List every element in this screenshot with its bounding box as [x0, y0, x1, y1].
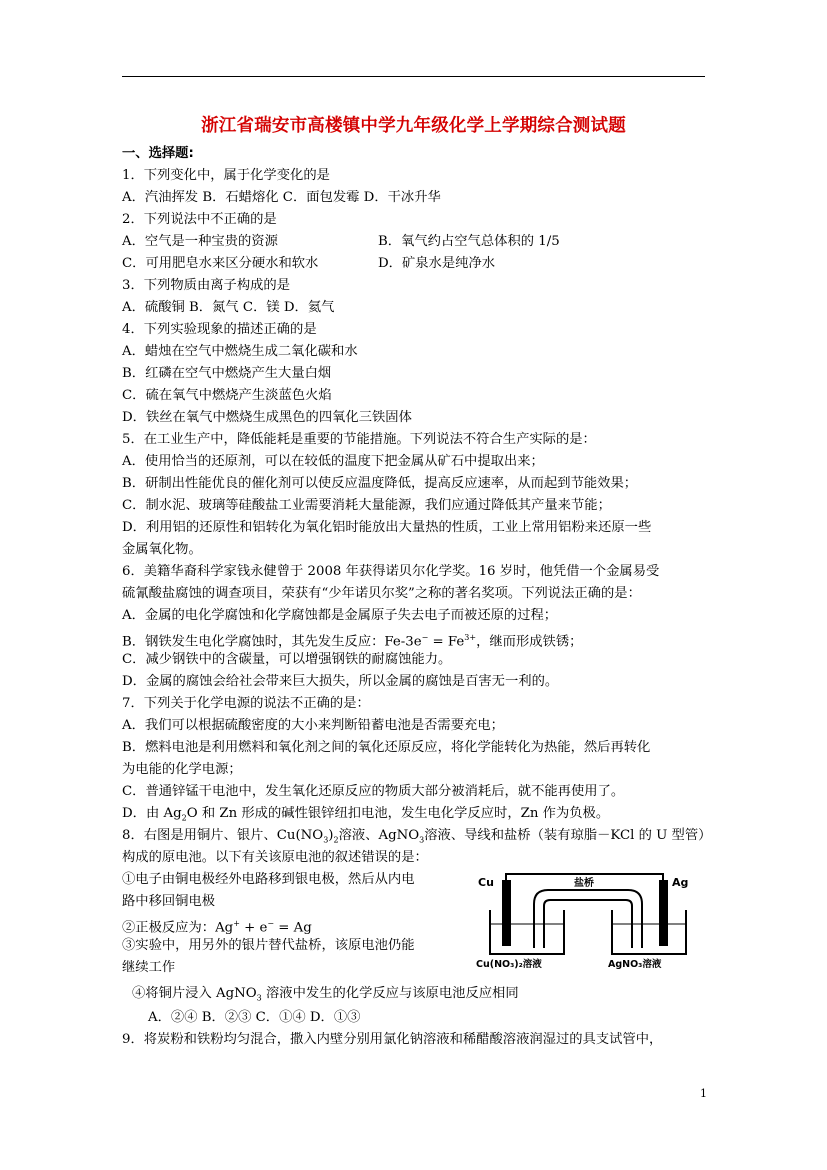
left-solution-label: Cu(NO₃)₂溶液: [476, 959, 542, 970]
copper-electrode: [502, 880, 511, 946]
q7-option-b-line1: B．燃料电池是利用燃料和氧化剂之间的氧化还原反应，将化学能转化为热能，然后再转化: [122, 740, 651, 755]
q3-options: A．硫酸铜 B．氮气 C．镁 D．氦气: [122, 300, 335, 315]
cu-label: Cu: [478, 876, 494, 889]
page-title: 浙江省瑞安市高楼镇中学九年级化学上学期综合测试题: [201, 116, 626, 136]
q8-statement-2: ②正极反应为：Ag+ + e− = Ag: [122, 919, 312, 936]
q7-stem: 7．下列关于化学电源的说法不正确的是：: [122, 696, 370, 711]
q8-statement-1a: ①电子由铜电极经外电路移到银电极，然后从内电: [122, 872, 415, 887]
q8-statement-3b: 继续工作: [122, 960, 176, 975]
q8-stem-line2: 构成的原电池。以下有关该原电池的叙述错误的是：: [122, 850, 428, 865]
q2-option-b: B．氧气约占空气总体积的 1/5: [378, 234, 560, 249]
q7-option-d: D．由 $Ag_2O$ 和 Zn 形成的碱性银锌纽扣电池，发生电化学反应时，Zn 作为负极。: [122, 806, 610, 823]
q8-stem-line1: 8．右图是用铜片、银片、$Cu(NO_3)_2$溶液、AgNO$_3$溶液、导线和盐桥（装有琼脂－KCl 的 U 型管）: [122, 828, 712, 845]
silver-electrode: [659, 880, 668, 946]
q5-option-d-line1: D．利用铝的还原性和铝转化为氧化铝时能放出大量热的性质，工业上常用铝粉来还原一些: [122, 520, 652, 535]
q2-option-c: C．可用肥皂水来区分硬水和软水: [122, 256, 319, 271]
salt-bridge-label: 盐桥: [574, 878, 594, 889]
ag-label: Ag: [672, 876, 689, 889]
q4-option-a: A．蜡烛在空气中燃烧生成二氧化碳和水: [122, 344, 358, 359]
q5-option-b: B．研制出性能优良的催化剂可以使反应温度降低，提高反应速率，从而起到节能效果；: [122, 476, 638, 491]
q2-stem: 2．下列说法中不正确的是: [122, 212, 277, 227]
q1-options: A．汽油挥发 B．石蜡熔化 C．面包发霉 D．干冰升华: [122, 190, 441, 205]
q4-stem: 4．下列实验现象的描述正确的是: [122, 322, 317, 337]
q6-stem-line1: 6．美籍华裔科学家钱永健曾于 2008 年获得诺贝尔化学奖。16 岁时，他凭借一个金属易受: [122, 564, 660, 579]
q4-option-d: D．铁丝在氧气中燃烧生成黑色的四氧化三铁固体: [122, 410, 412, 425]
right-beaker: [612, 910, 686, 954]
q8-options: A．②④ B．②③ C．①④ D．①③: [148, 1010, 361, 1025]
q2-option-a: A．空气是一种宝贵的资源: [122, 234, 278, 249]
left-beaker: [490, 910, 564, 954]
q5-option-c: C．制水泥、玻璃等硅酸盐工业需要消耗大量能源，我们应通过降低其产量来节能；: [122, 498, 611, 513]
q9-stem: 9．将炭粉和铁粉均匀混合，撒入内壁分别用氯化钠溶液和稀醋酸溶液润湿过的具支试管中，: [122, 1032, 663, 1047]
q4-option-c: C．硫在氧气中燃烧产生淡蓝色火焰: [122, 388, 332, 403]
salt-bridge: [534, 890, 642, 948]
galvanic-cell-diagram: [472, 870, 706, 970]
q7-option-c: C．普通锌锰干电池中，发生氧化还原反应的物质大部分被消耗后，就不能再使用了。: [122, 784, 625, 799]
q2-option-d: D．矿泉水是纯净水: [378, 256, 496, 271]
page-number: 1: [700, 1087, 707, 1100]
q6-option-b: B．钢铁发生电化学腐蚀时，其先发生反应：$Fe-3e^- = Fe^{3+}$，继而形成铁锈；: [122, 633, 583, 650]
q5-option-a: A．使用恰当的还原剂，可以在较低的温度下把金属从矿石中提取出来；: [122, 454, 544, 469]
section-heading: 一、选择题:: [122, 146, 194, 161]
q5-option-d-line2: 金属氧化物。: [122, 542, 202, 557]
q8-statement-4: ④将铜片浸入 AgNO$_3$ 溶液中发生的化学反应与该原电池反应相同: [132, 986, 519, 1003]
q6-option-a: A．金属的电化学腐蚀和化学腐蚀都是金属原子失去电子而被还原的过程；: [122, 608, 558, 623]
q3-stem: 3．下列物质由离子构成的是: [122, 278, 291, 293]
right-solution-label: AgNO₃溶液: [608, 959, 662, 970]
q1-stem: 1．下列变化中，属于化学变化的是: [122, 168, 330, 183]
q7-option-b-line2: 为电能的化学电源；: [122, 762, 242, 777]
q4-option-b: B．红磷在空气中燃烧产生大量白烟: [122, 366, 332, 381]
q5-stem: 5．在工业生产中，降低能耗是重要的节能措施。下列说法不符合生产实际的是：: [122, 432, 596, 447]
q8-statement-3a: ③实验中，用另外的银片替代盐桥，该原电池仍能: [122, 938, 415, 953]
q7-option-a: A．我们可以根据硫酸密度的大小来判断铅蓄电池是否需要充电；: [122, 718, 504, 733]
q6-option-c: C．减少钢铁中的含碳量，可以增强钢铁的耐腐蚀能力。: [122, 652, 452, 667]
header-rule: [122, 76, 705, 77]
q8-statement-1b: 路中移回铜电极: [122, 894, 216, 909]
q6-option-d: D．金属的腐蚀会给社会带来巨大损失，所以金属的腐蚀是百害无一利的。: [122, 674, 559, 689]
q6-stem-line2: 硫氰酸盐腐蚀的调查项目，荣获有“少年诺贝尔奖”之称的著名奖项。下列说法正确的是：: [122, 586, 641, 601]
